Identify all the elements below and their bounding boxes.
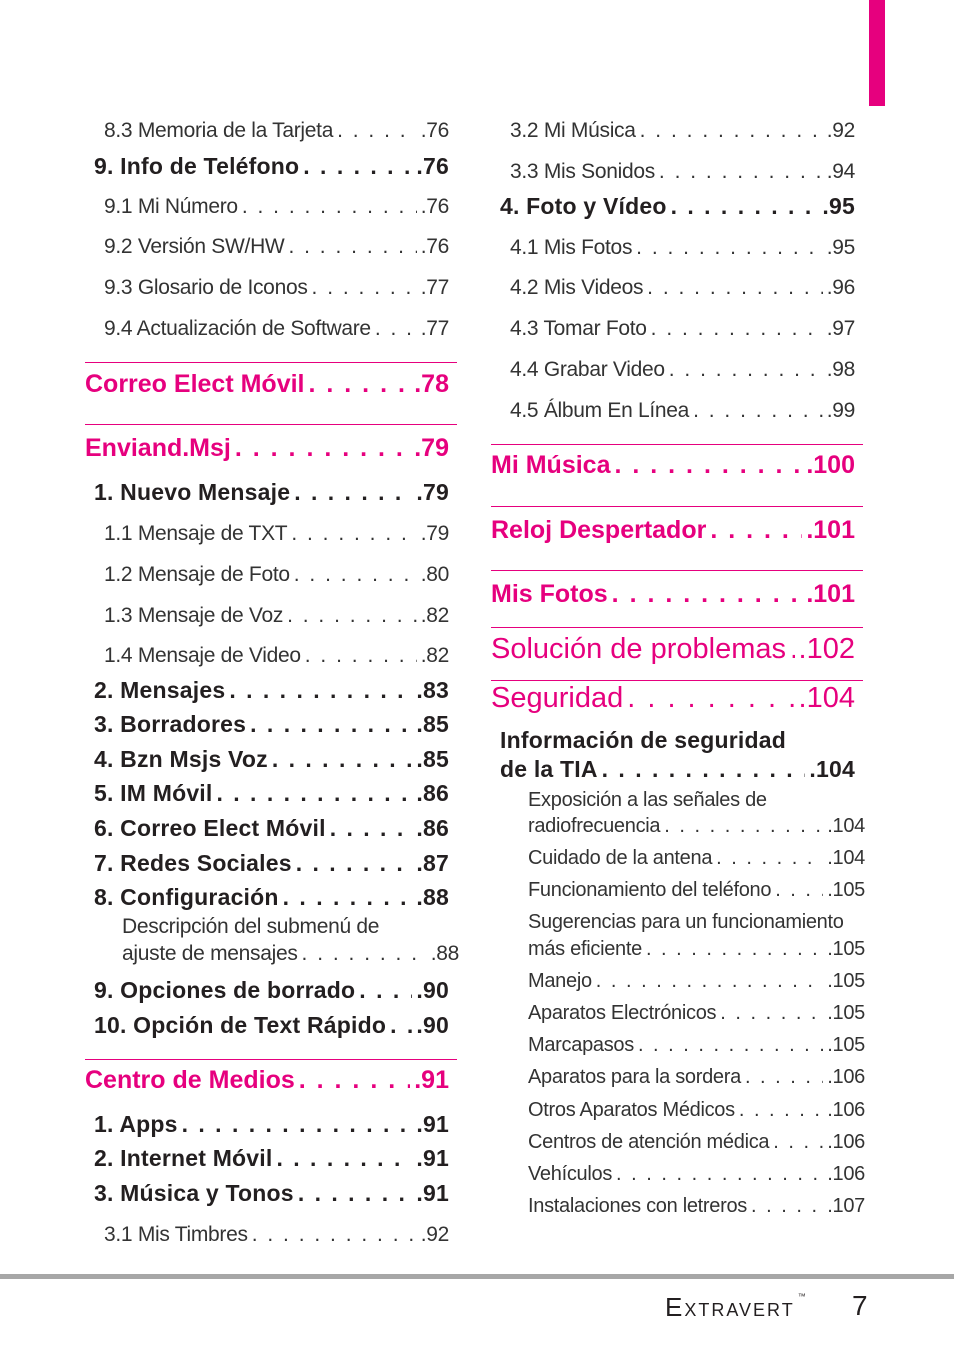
toc-section-entry[interactable] (85, 432, 449, 464)
toc-entry[interactable] (104, 234, 449, 260)
dot-leader (309, 368, 411, 400)
toc-entry[interactable] (94, 151, 449, 181)
dot-leader (716, 845, 823, 871)
toc-section-entry[interactable] (85, 1064, 449, 1096)
footer-divider (0, 1274, 954, 1279)
toc-page-number: .79 (420, 522, 449, 545)
dot-leader (299, 1064, 410, 1096)
dot-leader (693, 398, 823, 424)
toc-entry[interactable] (500, 754, 855, 784)
toc-entry[interactable] (510, 398, 855, 424)
dot-leader (390, 1010, 412, 1040)
dot-leader (651, 316, 823, 342)
toc-entry[interactable] (510, 235, 855, 261)
toc-entry[interactable] (528, 968, 865, 994)
toc-entry[interactable] (528, 1097, 865, 1123)
toc-entry-label: 8. Configuración (94, 884, 279, 910)
toc-section-entry[interactable] (491, 578, 855, 610)
toc-entry[interactable] (122, 914, 459, 940)
page-number: 7 (852, 1290, 868, 1321)
toc-entry[interactable] (104, 521, 449, 547)
dot-leader (287, 603, 417, 629)
toc-entry-label: Manejo (528, 970, 592, 992)
toc-page-number: .107 (827, 1195, 865, 1217)
toc-entry-label: 9.1 Mi Número (104, 195, 238, 218)
dot-leader (359, 975, 412, 1005)
toc-entry-label: más eficiente (528, 938, 642, 960)
toc-page-number: .106 (827, 1131, 865, 1153)
dot-leader (773, 1129, 823, 1155)
toc-entry[interactable] (528, 787, 865, 813)
dot-leader (235, 432, 410, 464)
toc-entry[interactable] (94, 1143, 449, 1173)
toc-page-number: .101 (806, 516, 855, 544)
toc-page-number: .77 (420, 317, 449, 340)
toc-page-number: .96 (826, 276, 855, 299)
toc-entry[interactable] (94, 744, 449, 774)
toc-entry-label: 1. Apps (94, 1111, 178, 1137)
toc-entry-label: Solución de problemas (491, 633, 787, 665)
toc-page-number: .95 (822, 193, 855, 219)
toc-entry-label: 10. Opción de Text Rápido (94, 1012, 387, 1038)
toc-page-number: .104 (809, 756, 855, 782)
toc-page-number: .95 (826, 236, 855, 259)
toc-entry-label: Exposición a las señales de (528, 789, 767, 811)
toc-entry-label: 5. IM Móvil (94, 780, 213, 806)
toc-entry[interactable] (528, 1064, 865, 1090)
toc-entry-label: Mis Fotos (491, 580, 608, 608)
toc-page-number: .92 (420, 1223, 449, 1246)
toc-entry[interactable] (94, 1010, 449, 1040)
dot-leader (242, 194, 417, 220)
toc-entry[interactable] (94, 813, 449, 843)
dot-leader (669, 357, 823, 383)
toc-entry-label: 6. Correo Elect Móvil (94, 815, 326, 841)
section-divider (491, 506, 863, 507)
toc-page-number: .91 (416, 1145, 449, 1171)
toc-page-number: .97 (826, 317, 855, 340)
toc-page-number: .105 (827, 970, 865, 992)
toc-entry-label: Centros de atención médica (528, 1131, 770, 1153)
toc-entry-label: Aparatos para la sordera (528, 1066, 741, 1088)
dot-leader (252, 1222, 417, 1248)
toc-entry[interactable] (104, 316, 449, 342)
toc-entry[interactable] (500, 725, 855, 755)
trademark: ™ (797, 1292, 808, 1301)
dot-leader (337, 118, 417, 144)
toc-page-number: .106 (827, 1066, 865, 1088)
toc-entry[interactable] (510, 316, 855, 342)
toc-entry[interactable] (510, 275, 855, 301)
toc-page-number: .77 (420, 276, 449, 299)
toc-page-number: .80 (420, 563, 449, 586)
dot-leader (217, 778, 413, 808)
toc-page-number: .76 (416, 153, 449, 179)
toc-entry[interactable] (104, 603, 449, 629)
toc-entry[interactable] (528, 909, 865, 935)
toc-entry[interactable] (104, 275, 449, 301)
toc-page-number: .87 (416, 850, 449, 876)
toc-entry-label: Seguridad (491, 682, 624, 714)
toc-entry[interactable] (94, 778, 449, 808)
toc-page-number: .76 (420, 235, 449, 258)
dot-leader (229, 675, 412, 705)
toc-entry-label: Enviand.Msj (85, 434, 231, 462)
dot-leader (182, 1109, 413, 1139)
dot-leader (294, 477, 412, 507)
toc-page-number: .85 (416, 711, 449, 737)
toc-entry-label: 9.4 Actualización de Software (104, 317, 371, 340)
toc-entry-label: Centro de Medios (85, 1066, 295, 1094)
toc-section-entry[interactable] (85, 368, 449, 400)
dot-leader (638, 1032, 823, 1058)
toc-entry[interactable] (528, 1000, 865, 1026)
toc-entry-label: 2. Mensajes (94, 677, 226, 703)
toc-page-number: .79 (414, 434, 449, 462)
section-divider (491, 570, 863, 571)
toc-entry[interactable] (510, 357, 855, 383)
toc-page-number: .92 (826, 119, 855, 142)
section-divider (85, 424, 457, 425)
toc-page-number: .104 (798, 682, 855, 714)
toc-entry[interactable] (94, 848, 449, 878)
toc-entry-label: Aparatos Electrónicos (528, 1002, 717, 1024)
dot-leader (720, 1000, 823, 1026)
toc-entry[interactable] (528, 1193, 865, 1219)
toc-page-number: .86 (416, 780, 449, 806)
brand-logo (665, 1292, 808, 1323)
toc-entry[interactable] (510, 159, 855, 185)
toc-page-number: .105 (827, 879, 865, 901)
brand-name: Extravert (665, 1292, 795, 1322)
toc-entry[interactable] (94, 1178, 449, 1208)
toc-page-number: .91 (416, 1180, 449, 1206)
toc-entry-label: 9. Info de Teléfono (94, 153, 300, 179)
toc-entry[interactable] (94, 709, 449, 739)
dot-leader (627, 680, 794, 716)
toc-section-entry[interactable] (491, 449, 855, 481)
section-divider (85, 362, 457, 363)
toc-entry[interactable] (528, 877, 865, 903)
dot-leader (296, 848, 413, 878)
dot-leader (664, 813, 823, 839)
dot-leader (614, 449, 802, 481)
toc-page-number: .100 (806, 451, 855, 479)
toc-page-number: .106 (827, 1163, 865, 1185)
toc-entry-label: 9.2 Versión SW/HW (104, 235, 285, 258)
dot-leader (640, 118, 823, 144)
toc-page-number: .105 (827, 1002, 865, 1024)
toc-entry-label: 4.1 Mis Fotos (510, 236, 633, 259)
toc-entry-label: 9. Opciones de borrado (94, 977, 356, 1003)
dot-leader (312, 275, 417, 301)
toc-page-number: .91 (416, 1111, 449, 1137)
toc-page-number: .98 (826, 358, 855, 381)
toc-entry-label: 4. Bzn Msjs Voz (94, 746, 268, 772)
toc-page-number: .76 (420, 119, 449, 142)
dot-leader (596, 968, 823, 994)
toc-entry[interactable] (104, 643, 449, 669)
toc-entry-label: 9.3 Glosario de Iconos (104, 276, 308, 299)
dot-leader (646, 936, 823, 962)
toc-entry[interactable] (94, 675, 449, 705)
toc-entry-label: 1.4 Mensaje de Video (104, 644, 301, 667)
toc-entry-label: radiofrecuencia (528, 815, 661, 837)
toc-entry-label: Cuidado de la antena (528, 847, 713, 869)
toc-entry-label: 1.2 Mensaje de Foto (104, 563, 290, 586)
dot-leader (298, 1178, 413, 1208)
dot-leader (671, 191, 819, 221)
toc-entry-label: Correo Elect Móvil (85, 370, 305, 398)
toc-entry-label: 1. Nuevo Mensaje (94, 479, 291, 505)
toc-entry-label: 1.1 Mensaje de TXT (104, 522, 288, 545)
toc-entry[interactable] (104, 118, 449, 144)
toc-entry[interactable] (104, 1222, 449, 1248)
toc-entry[interactable] (528, 813, 865, 839)
dot-leader (739, 1097, 823, 1123)
toc-page-number: .85 (416, 746, 449, 772)
dot-leader (612, 578, 803, 610)
dot-leader (330, 813, 413, 843)
toc-entry-label: ajuste de mensajes (122, 942, 298, 965)
toc-entry[interactable] (528, 1032, 865, 1058)
toc-entry-label: 4. Foto y Vídeo (500, 193, 667, 219)
toc-page-number: .83 (416, 677, 449, 703)
toc-entry[interactable] (104, 562, 449, 588)
toc-entry[interactable] (528, 936, 865, 962)
toc-page-number: .76 (420, 195, 449, 218)
toc-entry-label: 4.3 Tomar Foto (510, 317, 647, 340)
toc-page-number: .82 (420, 644, 449, 667)
dot-leader (775, 877, 823, 903)
section-divider (491, 627, 863, 628)
toc-entry-label: 3.1 Mis Timbres (104, 1223, 248, 1246)
toc-page-number: .94 (826, 160, 855, 183)
toc-entry-label: de la TIA (500, 756, 598, 782)
toc-page-number: .88 (430, 942, 459, 965)
toc-entry[interactable] (94, 975, 449, 1005)
toc-entry-label: 3.2 Mi Música (510, 119, 636, 142)
toc-entry-label: Mi Música (491, 451, 611, 479)
dot-leader (745, 1064, 823, 1090)
toc-entry[interactable] (122, 941, 459, 967)
dot-leader (291, 521, 416, 547)
dot-leader (659, 159, 823, 185)
toc-entry-label: 4.4 Grabar Video (510, 358, 665, 381)
dot-leader (283, 882, 413, 912)
toc-page-number: .79 (416, 479, 449, 505)
toc-entry[interactable] (94, 1109, 449, 1139)
toc-entry-label: Información de seguridad (500, 727, 786, 753)
toc-section-entry[interactable] (491, 680, 855, 716)
toc-page-number: .99 (826, 399, 855, 422)
toc-entry[interactable] (104, 194, 449, 220)
dot-leader (272, 744, 413, 774)
toc-page-number: .105 (827, 1034, 865, 1056)
toc-page-number: .91 (414, 1066, 449, 1094)
toc-section-entry[interactable] (491, 631, 855, 667)
toc-entry-label: 4.2 Mis Videos (510, 276, 644, 299)
toc-entry-label: Sugerencias para un funcionamiento (528, 911, 844, 933)
dot-leader (276, 1143, 412, 1173)
toc-entry-label: Vehículos (528, 1163, 613, 1185)
dot-leader (790, 631, 795, 667)
section-divider (491, 444, 863, 445)
dot-leader (647, 275, 823, 301)
toc-entry-label: 8.3 Memoria de la Tarjeta (104, 119, 334, 142)
toc-page-number: .105 (827, 938, 865, 960)
dot-leader (636, 235, 823, 261)
toc-entry[interactable] (94, 882, 449, 912)
toc-section-entry[interactable] (491, 514, 855, 546)
toc-page-number: .102 (798, 633, 855, 665)
dot-leader (616, 1161, 823, 1187)
toc-entry-label: 2. Internet Móvil (94, 1145, 273, 1171)
toc-page-number: .101 (806, 580, 855, 608)
toc-entry-label: Instalaciones con letreros (528, 1195, 747, 1217)
dot-leader (305, 643, 417, 669)
chapter-tab-marker (869, 0, 885, 106)
toc-page-number: .90 (416, 1012, 449, 1038)
toc-entry[interactable] (510, 118, 855, 144)
toc-page-number: .106 (827, 1099, 865, 1121)
toc-entry-label: Marcapasos (528, 1034, 634, 1056)
dot-leader (602, 754, 806, 784)
toc-entry[interactable] (500, 191, 855, 221)
toc-entry-label: 1.3 Mensaje de Voz (104, 604, 284, 627)
toc-page-number: .90 (416, 977, 449, 1003)
dot-leader (288, 234, 416, 260)
toc-entry-label: Funcionamiento del teléfono (528, 879, 772, 901)
toc-entry-label: Descripción del submenú de (122, 915, 380, 938)
dot-leader (303, 151, 412, 181)
toc-page-number: .86 (416, 815, 449, 841)
section-divider (85, 1059, 457, 1060)
toc-page-number: .104 (827, 815, 865, 837)
dot-leader (302, 941, 427, 967)
dot-leader (294, 562, 417, 588)
toc-entry-label: 7. Redes Sociales (94, 850, 292, 876)
toc-entry-label: 4.5 Álbum En Línea (510, 399, 690, 422)
toc-entry-label: Otros Aparatos Médicos (528, 1099, 735, 1121)
dot-leader (375, 316, 417, 342)
toc-entry-label: 3.3 Mis Sonidos (510, 160, 655, 183)
dot-leader (710, 514, 802, 546)
toc-entry[interactable] (528, 845, 865, 871)
toc-page-number: .104 (827, 847, 865, 869)
toc-entry[interactable] (94, 477, 449, 507)
toc-entry-label: 3. Borradores (94, 711, 247, 737)
toc-entry[interactable] (528, 1129, 865, 1155)
toc-page-number: .88 (416, 884, 449, 910)
dot-leader (250, 709, 412, 739)
toc-entry[interactable] (528, 1161, 865, 1187)
toc-page-number: .78 (414, 370, 449, 398)
toc-entry-label: 3. Música y Tonos (94, 1180, 294, 1206)
toc-entry-label: Reloj Despertador (491, 516, 707, 544)
toc-page-number: .82 (420, 604, 449, 627)
dot-leader (751, 1193, 823, 1219)
